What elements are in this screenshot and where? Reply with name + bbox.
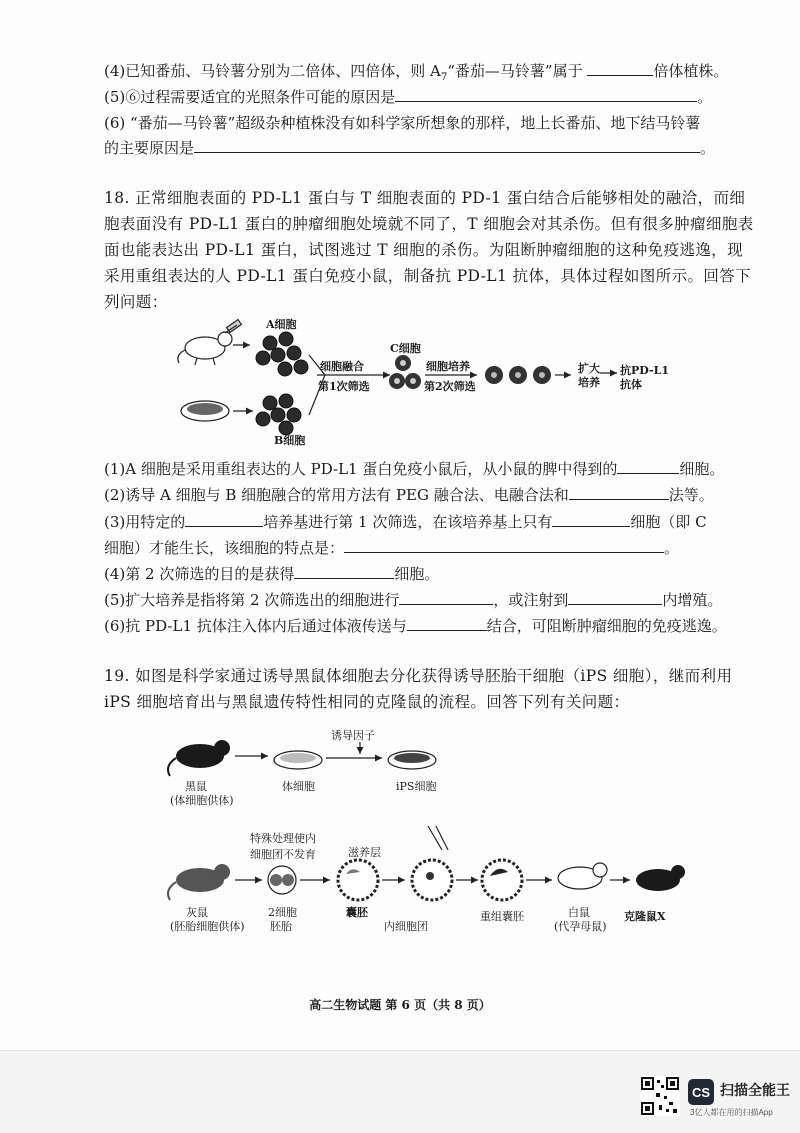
injected-blastocyst-icon (412, 860, 452, 900)
q18-stem-3: 面也能表达出 PD-L1 蛋白，试图逃过 T 细胞的杀伤。为阻断肿瘤细胞的这种免疫逃逸，现 (104, 241, 744, 259)
fig-b-cell-label: B细胞 (274, 434, 306, 447)
gray-mouse-icon (168, 864, 230, 900)
answer-blank (344, 537, 664, 553)
answer-blank (552, 511, 630, 527)
fig-expand-label-2: 培养 (578, 376, 600, 389)
fig-screen2-label: 第2次筛选 (424, 380, 476, 393)
answer-blank (399, 589, 493, 605)
clone-mouse-icon (636, 865, 685, 891)
scanner-band (0, 1050, 800, 1133)
q17-part6-line1: (6) “番茄—马铃薯”超级杂种植株没有如科学家所想象的那样，地上长番茄、地下结马铃薯 (104, 114, 701, 132)
camscanner-title: 扫描全能王 (720, 1082, 790, 1098)
answer-blank (569, 484, 669, 500)
fig19-somatic-label: 体细胞 (282, 780, 315, 793)
q18-stem-2: 胞表面没有 PD-L1 蛋白的肿瘤细胞处境就不同了，T 细胞会对其杀伤。但有很多肿瘤细胞表 (104, 215, 754, 233)
syringe-icon (225, 320, 241, 333)
q19-stem-2: iPS 细胞培育出与黑鼠遗传特性相同的克隆鼠的流程。回答下列有关问题： (104, 693, 630, 711)
fig19-special-label-2: 细胞团不发育 (250, 848, 316, 861)
camscanner-subtitle: 3亿人都在用的扫描App (690, 1108, 773, 1117)
somatic-dish-icon (274, 751, 322, 769)
answer-blank (194, 137, 700, 153)
cultured-cells (485, 366, 551, 384)
b-cells (256, 394, 301, 435)
fig19-gray-mouse-sub: (胚胎细胞供体) (170, 920, 245, 933)
fig-expand-label-1: 扩大 (578, 362, 600, 375)
two-cell-embryo-icon (268, 866, 296, 894)
answer-blank (617, 458, 679, 474)
q18-part3: (3)用特定的 培养基进行第 1 次筛选，在该培养基上只有 细胞（即 C (104, 513, 707, 531)
fig-a-cell-label: A细胞 (266, 318, 297, 331)
q17-part6-line2: 的主要原因是 。 (104, 139, 716, 157)
answer-blank (185, 511, 263, 527)
q18-part5: (5)扩大培养是指将第 2 次筛选出的细胞进行 ，或注射到 内增殖。 (104, 591, 723, 609)
answer-blank (395, 86, 697, 102)
fig19-black-mouse-label: 黑鼠 (185, 780, 207, 793)
q18-part2: (2)诱导 A 细胞与 B 细胞融合的常用方法有 PEG 融合法、电融合法和 法等。 (104, 486, 714, 504)
c-cells (389, 355, 421, 389)
fig-c-cell-label: C细胞 (390, 342, 421, 355)
blastocyst-icon (338, 860, 378, 900)
fig19-two-cell-label-1: 2细胞 (268, 906, 297, 919)
fig-antibody-label-1: 抗PD-L1 (620, 364, 669, 377)
fig19-two-cell-label-2: 胚胎 (270, 920, 292, 933)
fig-antibody-label-2: 抗体 (620, 378, 642, 391)
fig19-recomb-label: 重组囊胚 (480, 910, 524, 923)
white-mouse-icon (558, 863, 607, 889)
answer-blank (587, 60, 653, 76)
q18-part6: (6)抗 PD-L1 抗体注入体内后通过体液传送与 结合，可阻断肿瘤细胞的免疫逃逸。 (104, 617, 727, 635)
page-footer: 高二生物试题 第 6 页（共 8 页） (309, 998, 491, 1012)
fig19-blastocyst-label: 囊胚 (346, 906, 368, 919)
camscanner-logo-icon: CS (688, 1079, 714, 1105)
petri-dish-icon (181, 401, 229, 421)
fig19-ips-label: iPS细胞 (396, 780, 437, 793)
answer-blank (568, 589, 662, 605)
q17-part5: (5)⑥过程需要适宜的光照条件可能的原因是 。 (104, 88, 713, 106)
q18-part3-line2: 细胞）才能生长，该细胞的特点是： 。 (104, 539, 680, 557)
fig19-white-mouse-label: 白鼠 (568, 906, 590, 919)
q18-stem-4: 采用重组表达的人 PD-L1 蛋白免疫小鼠，制备抗 PD-L1 抗体，具体过程如图所示。回答下 (104, 267, 752, 285)
q17-part4: (4)已知番茄、马铃薯分别为二倍体、四倍体，则 $A_7“$番茄—马铃薯”属于 倍体植株。 (104, 62, 729, 83)
fig19-gray-mouse-label: 灰鼠 (186, 906, 208, 919)
answer-blank (294, 563, 394, 579)
fig19-trophoblast-label: 滋养层 (348, 846, 381, 859)
fig19-white-mouse-sub: (代孕母鼠) (554, 920, 607, 933)
fig-culture-label: 细胞培养 (426, 360, 470, 373)
fig-fusion-label: 细胞融合 (320, 360, 364, 373)
a-cells (256, 332, 308, 376)
q18-part1: (1)A 细胞是采用重组表达的人 PD-L1 蛋白免疫小鼠后，从小鼠的脾中得到的 细胞。 (104, 460, 725, 478)
qr-code-icon (640, 1076, 680, 1116)
q19-figure (160, 730, 700, 940)
fig19-clone-label: 克隆鼠X (624, 910, 666, 923)
ips-dish-icon (388, 751, 436, 769)
q18-stem-1: 18. 正常细胞表面的 PD-L1 蛋白与 T 细胞表面的 PD-1 蛋白结合后能够相处的融洽，而细 (104, 189, 746, 207)
fig-screen1-label: 第1次筛选 (318, 380, 370, 393)
fig19-factor-label: 诱导因子 (331, 729, 375, 742)
answer-blank (407, 615, 487, 631)
mouse-icon (178, 332, 232, 365)
q19-stem-1: 19. 如图是科学家通过诱导黑鼠体细胞去分化获得诱导胚胎干细胞（iPS 细胞），继而利用 (104, 667, 733, 685)
q18-part4: (4)第 2 次筛选的目的是获得 细胞。 (104, 565, 440, 583)
recombinant-blastocyst-icon (482, 860, 522, 900)
fig19-icm-label: 内细胞团 (384, 920, 428, 933)
fig19-black-mouse-sub: (体细胞供体) (170, 794, 234, 807)
black-mouse-icon (168, 740, 230, 776)
q18-stem-5: 列问题： (104, 293, 168, 311)
fig19-special-label-1: 特殊处理使内 (250, 832, 316, 845)
